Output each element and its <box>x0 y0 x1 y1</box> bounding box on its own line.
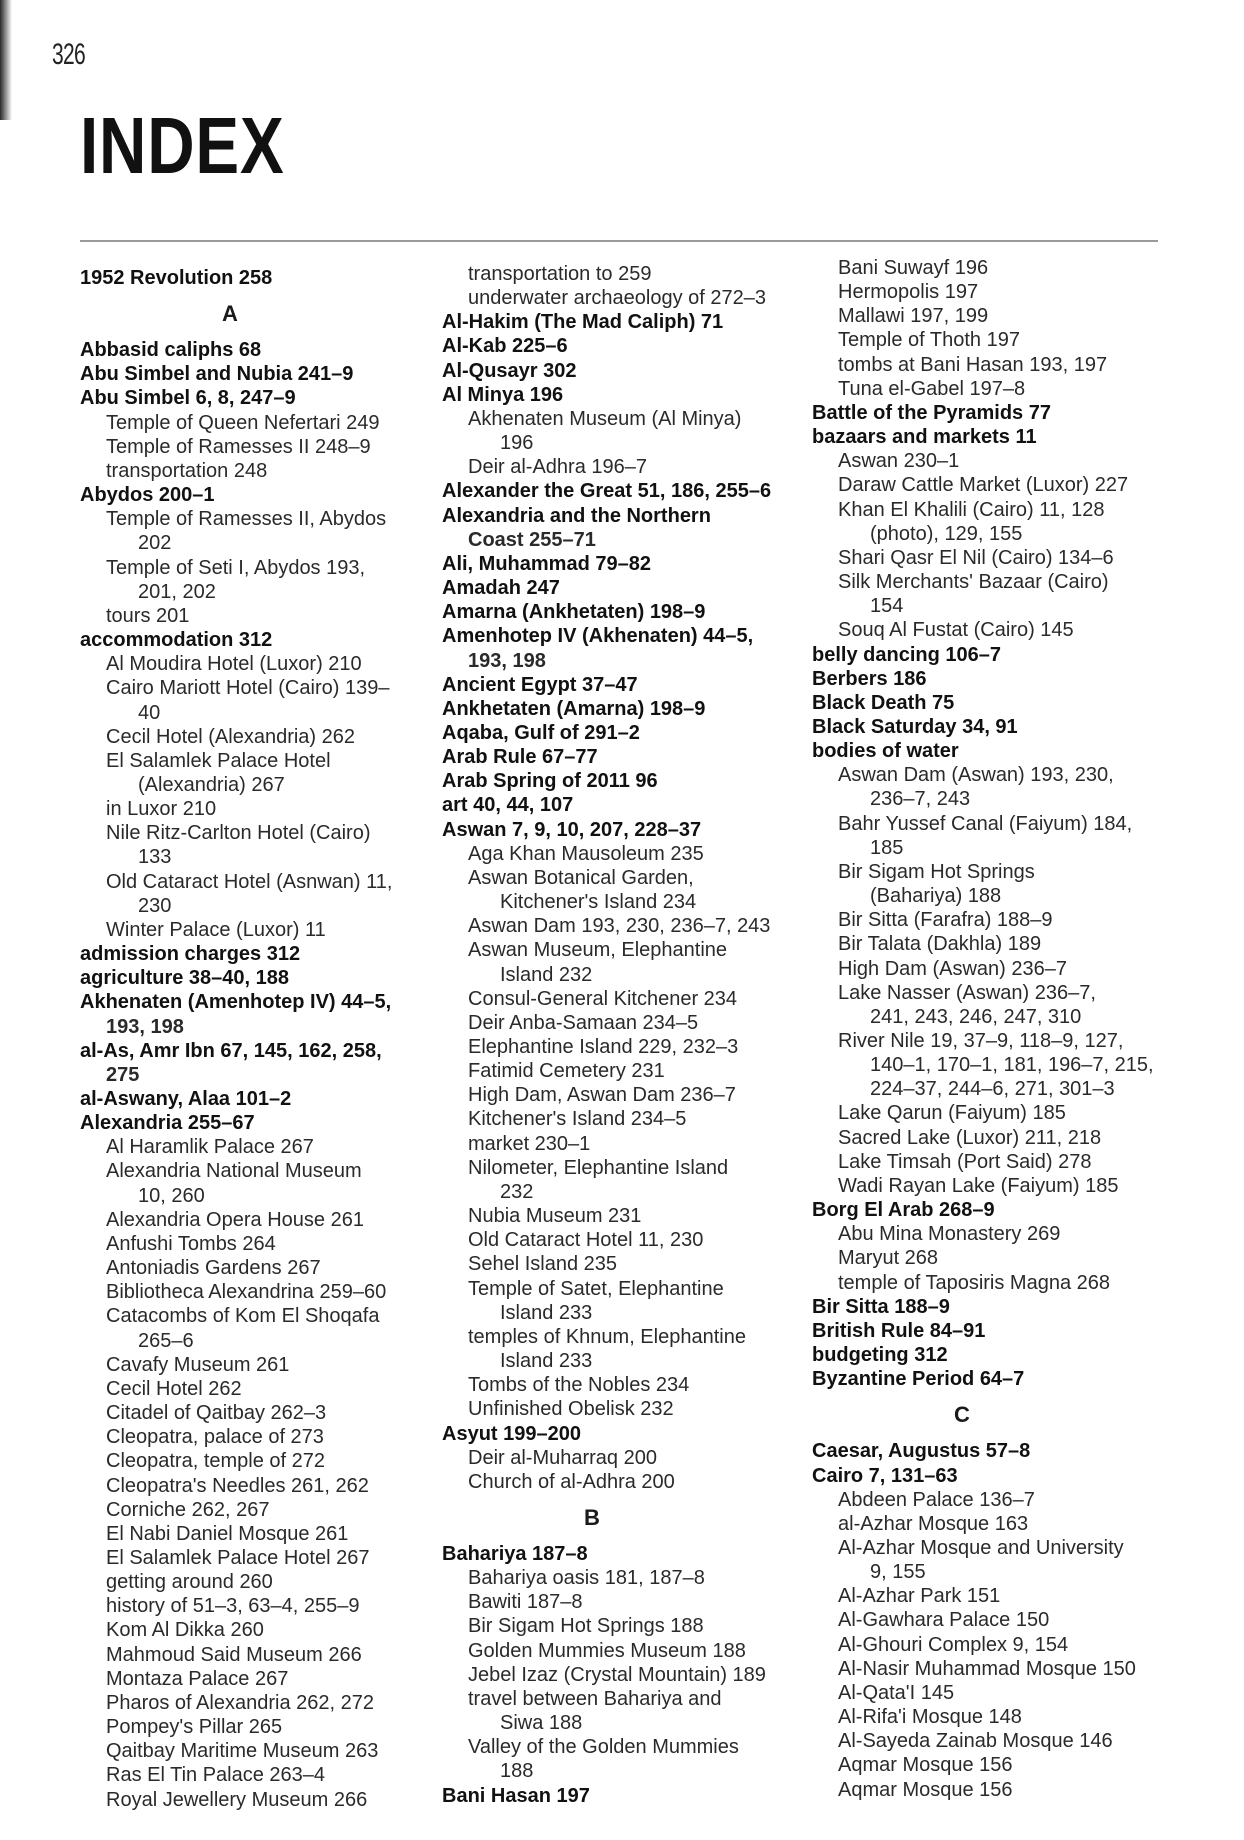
index-subentry-continuation: 154 <box>870 595 904 618</box>
index-subentry: Fatimid Cemetery 231 <box>468 1060 665 1083</box>
index-subentry: Corniche 262, 267 <box>106 1498 270 1521</box>
index-main-entry: al-As, Amr Ibn 67, 145, 162, 258, <box>80 1039 382 1062</box>
index-subentry: Temple of Satet, Elephantine <box>468 1277 724 1300</box>
index-subentry: Al-Qata'I 145 <box>838 1681 955 1704</box>
index-subentry: Cairo Mariott Hotel (Cairo) 139– <box>106 677 390 700</box>
index-subentry: Bahr Yussef Canal (Faiyum) 184, <box>838 812 1133 835</box>
index-subentry: Souq Al Fustat (Cairo) 145 <box>838 619 1074 642</box>
index-subentry: Consul-General Kitchener 234 <box>468 987 738 1010</box>
index-subentry-continuation: 185 <box>870 836 904 859</box>
index-main-entry: Al Minya 196 <box>442 383 564 406</box>
index-subentry: Al-Rifa'i Mosque 148 <box>838 1706 1022 1729</box>
index-subentry: Deir Anba-Samaan 234–5 <box>468 1011 699 1034</box>
index-main-entry: budgeting 312 <box>812 1344 948 1367</box>
index-subentry: El Salamlek Palace Hotel 267 <box>106 1546 370 1569</box>
index-main-entry: Ancient Egypt 37–47 <box>442 673 638 696</box>
page-title: INDEX <box>80 101 285 190</box>
index-main-entry: Akhenaten (Amenhotep IV) 44–5, <box>80 991 392 1014</box>
index-main-entry: Abbasid caliphs 68 <box>80 339 262 362</box>
index-subentry: Temple of Thoth 197 <box>838 329 1020 352</box>
index-subentry: Tombs of the Nobles 234 <box>468 1374 690 1397</box>
index-subentry: tours 201 <box>106 604 190 627</box>
index-subentry: history of 51–3, 63–4, 255–9 <box>106 1595 360 1618</box>
index-subentry: Jebel Izaz (Crystal Mountain) 189 <box>468 1663 766 1686</box>
index-main-entry: Alexander the Great 51, 186, 255–6 <box>442 480 772 503</box>
index-subentry: Catacombs of Kom El Shoqafa <box>106 1305 380 1328</box>
index-subentry-continuation: 10, 260 <box>138 1184 205 1207</box>
index-main-entry-continuation: 193, 198 <box>106 1015 184 1038</box>
index-main-entry: bazaars and markets 11 <box>812 426 1037 449</box>
index-subentry-continuation: 9, 155 <box>870 1561 926 1584</box>
index-main-entry: Borg El Arab 268–9 <box>812 1199 995 1222</box>
index-subentry-continuation: 236–7, 243 <box>870 788 971 811</box>
index-subentry: Lake Nasser (Aswan) 236–7, <box>838 981 1096 1004</box>
index-subentry: Kom Al Dikka 260 <box>106 1619 264 1642</box>
index-subentry-continuation: Kitchener's Island 234 <box>500 891 697 914</box>
index-column-1 <box>80 266 440 1812</box>
index-main-entry: bodies of water <box>812 740 959 763</box>
index-subentry: Aqmar Mosque 156 <box>838 1778 1013 1801</box>
index-subentry: Alexandria National Museum <box>106 1160 362 1183</box>
index-subentry: Hermopolis 197 <box>838 281 979 304</box>
index-subentry: travel between Bahariya and <box>468 1687 722 1710</box>
index-main-entry: Battle of the Pyramids 77 <box>812 401 1051 424</box>
index-subentry: Al-Nasir Muhammad Mosque 150 <box>838 1657 1136 1680</box>
index-subentry: Pharos of Alexandria 262, 272 <box>106 1691 374 1714</box>
index-subentry: Daraw Cattle Market (Luxor) 227 <box>838 474 1129 497</box>
index-subentry: transportation 248 <box>106 459 268 482</box>
index-main-entry: Abydos 200–1 <box>80 484 215 507</box>
index-subentry-continuation: 40 <box>138 701 161 724</box>
index-subentry: Aswan Dam 193, 230, 236–7, 243 <box>468 915 771 938</box>
index-main-entry-continuation: 193, 198 <box>468 649 546 672</box>
index-subentry-continuation: 202 <box>138 532 172 555</box>
index-subentry-continuation: 241, 243, 246, 247, 310 <box>870 1005 1082 1028</box>
index-main-entry: British Rule 84–91 <box>812 1319 986 1342</box>
index-column-2 <box>442 262 802 1808</box>
index-subentry-continuation: (photo), 129, 155 <box>870 522 1023 545</box>
index-main-entry: 1952 Revolution 258 <box>80 267 273 289</box>
index-subentry: Aswan Dam (Aswan) 193, 230, <box>838 764 1114 787</box>
index-subentry: Cleopatra, palace of 273 <box>106 1426 324 1449</box>
index-subentry: Al-Azhar Park 151 <box>838 1585 1001 1608</box>
index-subentry: Bani Suwayf 196 <box>838 257 989 279</box>
index-subentry: Abdeen Palace 136–7 <box>838 1488 1035 1511</box>
index-main-entry: belly dancing 106–7 <box>812 643 1001 666</box>
index-subentry: Church of al-Adhra 200 <box>468 1470 675 1493</box>
index-subentry: High Dam, Aswan Dam 236–7 <box>468 1084 736 1107</box>
index-subentry-continuation: 133 <box>138 846 172 869</box>
index-main-entry: Amenhotep IV (Akhenaten) 44–5, <box>442 625 754 648</box>
index-subentry: Aswan 230–1 <box>838 450 960 473</box>
index-subentry: Alexandria Opera House 261 <box>106 1208 364 1231</box>
index-subentry-continuation: 224–37, 244–6, 271, 301–3 <box>870 1078 1115 1101</box>
index-subentry: Cleopatra's Needles 261, 262 <box>106 1474 369 1497</box>
index-subentry: Golden Mummies Museum 188 <box>468 1639 746 1662</box>
index-subentry: Lake Qarun (Faiyum) 185 <box>838 1102 1066 1125</box>
index-subentry-continuation: Island 232 <box>500 963 593 986</box>
page-number: 326 <box>52 38 85 71</box>
index-main-entry: Aswan 7, 9, 10, 207, 228–37 <box>442 818 702 841</box>
index-subentry: Bir Sitta (Farafra) 188–9 <box>838 909 1053 932</box>
index-subentry-continuation: 140–1, 170–1, 181, 196–7, 215, <box>870 1054 1154 1077</box>
index-main-entry-continuation: 275 <box>106 1063 140 1086</box>
index-subentry: temples of Khnum, Elephantine <box>468 1325 746 1348</box>
index-subentry: Temple of Seti I, Abydos 193, <box>106 556 366 579</box>
index-main-entry: admission charges 312 <box>80 943 301 966</box>
index-subentry: Kitchener's Island 234–5 <box>468 1108 687 1131</box>
index-subentry: High Dam (Aswan) 236–7 <box>838 957 1067 980</box>
index-subentry-continuation: Siwa 188 <box>500 1712 583 1735</box>
index-subentry: Ras El Tin Palace 263–4 <box>106 1764 326 1787</box>
index-main-entry: Cairo 7, 131–63 <box>812 1464 958 1487</box>
index-subentry: underwater archaeology of 272–3 <box>468 287 766 310</box>
index-subentry: Lake Timsah (Port Said) 278 <box>838 1150 1092 1173</box>
index-subentry: Bahariya oasis 181, 187–8 <box>468 1567 705 1590</box>
index-subentry: Valley of the Golden Mummies <box>468 1736 739 1759</box>
index-subentry: Aqmar Mosque 156 <box>838 1754 1013 1777</box>
index-subentry: Maryut 268 <box>838 1247 939 1270</box>
index-subentry: Akhenaten Museum (Al Minya) <box>468 407 742 430</box>
index-main-entry: Ali, Muhammad 79–82 <box>442 552 651 575</box>
index-main-entry: Asyut 199–200 <box>442 1422 581 1445</box>
index-main-entry: Abu Simbel and Nubia 241–9 <box>80 363 354 386</box>
index-main-entry: Byzantine Period 64–7 <box>812 1368 1025 1391</box>
index-main-entry: art 40, 44, 107 <box>442 794 574 817</box>
index-subentry: Anfushi Tombs 264 <box>106 1232 276 1255</box>
index-subentry: Antoniadis Gardens 267 <box>106 1257 321 1280</box>
index-subentry: Bir Sigam Hot Springs 188 <box>468 1615 704 1638</box>
index-subentry: Cecil Hotel 262 <box>106 1377 242 1400</box>
index-main-entry: Al-Hakim (The Mad Caliph) 71 <box>442 311 724 334</box>
title-divider <box>80 240 1158 242</box>
index-section-letter: A <box>222 301 238 327</box>
index-column-3 <box>812 256 1172 1802</box>
index-subentry: Nile Ritz-Carlton Hotel (Cairo) <box>106 822 371 845</box>
index-subentry: transportation to 259 <box>468 263 652 285</box>
index-subentry: Bawiti 187–8 <box>468 1591 583 1614</box>
index-subentry: Abu Mina Monastery 269 <box>838 1223 1061 1246</box>
index-subentry: Bibliotheca Alexandrina 259–60 <box>106 1281 387 1304</box>
index-subentry: Nilometer, Elephantine Island <box>468 1156 729 1179</box>
index-subentry: Sehel Island 235 <box>468 1253 618 1276</box>
index-subentry: Royal Jewellery Museum 266 <box>106 1788 368 1811</box>
index-subentry: El Salamlek Palace Hotel <box>106 749 331 772</box>
index-subentry: Cecil Hotel (Alexandria) 262 <box>106 725 356 748</box>
index-main-entry: Arab Spring of 2011 96 <box>442 770 658 793</box>
index-subentry: Aga Khan Mausoleum 235 <box>468 842 704 865</box>
index-main-entry: Bani Hasan 197 <box>442 1784 590 1807</box>
index-subentry: Bir Talata (Dakhla) 189 <box>838 933 1042 956</box>
index-subentry: El Nabi Daniel Mosque 261 <box>106 1522 349 1545</box>
index-subentry: al-Azhar Mosque 163 <box>838 1512 1029 1535</box>
index-subentry: Aswan Botanical Garden, <box>468 866 694 889</box>
index-main-entry: Bir Sitta 188–9 <box>812 1295 950 1318</box>
index-subentry-continuation: 196 <box>500 432 534 455</box>
index-subentry: Citadel of Qaitbay 262–3 <box>106 1402 327 1425</box>
index-main-entry: Amadah 247 <box>442 577 560 600</box>
index-subentry-continuation: Island 233 <box>500 1301 593 1324</box>
index-subentry: Tuna el-Gabel 197–8 <box>838 377 1026 400</box>
index-subentry: Old Cataract Hotel (Asnwan) 11, <box>106 870 393 893</box>
index-subentry: Temple of Ramesses II 248–9 <box>106 435 371 458</box>
index-main-entry: Arab Rule 67–77 <box>442 746 598 769</box>
index-subentry: Mallawi 197, 199 <box>838 305 989 328</box>
index-main-entry: Caesar, Augustus 57–8 <box>812 1440 1031 1463</box>
index-subentry: Winter Palace (Luxor) 11 <box>106 918 326 941</box>
index-subentry-continuation: 265–6 <box>138 1329 194 1352</box>
index-section-letter: B <box>584 1504 600 1530</box>
index-main-entry: accommodation 312 <box>80 629 273 652</box>
index-subentry: River Nile 19, 37–9, 118–9, 127, <box>838 1030 1124 1052</box>
index-subentry: market 230–1 <box>468 1132 591 1155</box>
index-subentry: Silk Merchants' Bazaar (Cairo) <box>838 571 1109 594</box>
index-main-entry: Black Saturday 34, 91 <box>812 715 1018 738</box>
index-subentry-continuation: 230 <box>138 894 172 917</box>
index-main-entry: Berbers 186 <box>812 667 927 690</box>
index-subentry: Pompey's Pillar 265 <box>106 1716 283 1739</box>
index-subentry: Old Cataract Hotel 11, 230 <box>468 1229 704 1252</box>
index-subentry: Al-Sayeda Zainab Mosque 146 <box>838 1730 1113 1753</box>
index-main-entry: Al-Qusayr 302 <box>442 359 577 382</box>
index-subentry-continuation: 188 <box>500 1760 534 1783</box>
index-main-entry: Ankhetaten (Amarna) 198–9 <box>442 697 706 720</box>
index-subentry: Al-Ghouri Complex 9, 154 <box>838 1633 1069 1656</box>
index-subentry: Temple of Queen Nefertari 249 <box>106 411 380 434</box>
index-main-entry: Alexandria 255–67 <box>80 1112 255 1135</box>
index-main-entry: al-Aswany, Alaa 101–2 <box>80 1088 292 1110</box>
index-subentry: Deir al-Muharraq 200 <box>468 1446 657 1469</box>
index-subentry-continuation: 201, 202 <box>138 580 216 603</box>
index-main-entry: Black Death 75 <box>812 691 955 714</box>
index-subentry: Al-Gawhara Palace 150 <box>838 1609 1050 1632</box>
index-main-entry: Bahariya 187–8 <box>442 1542 588 1565</box>
index-subentry: tombs at Bani Hasan 193, 197 <box>838 353 1108 376</box>
index-subentry: Cleopatra, temple of 272 <box>106 1450 326 1473</box>
index-subentry: getting around 260 <box>106 1571 273 1594</box>
index-subentry: Unfinished Obelisk 232 <box>468 1398 674 1421</box>
index-subentry: Bir Sigam Hot Springs <box>838 860 1035 883</box>
index-subentry: in Luxor 210 <box>106 798 217 821</box>
index-subentry: Deir al-Adhra 196–7 <box>468 456 647 479</box>
index-subentry: Al Haramlik Palace 267 <box>106 1136 314 1159</box>
index-subentry: Al Moudira Hotel (Luxor) 210 <box>106 653 362 676</box>
index-main-entry: Al-Kab 225–6 <box>442 335 568 358</box>
index-subentry-continuation: (Alexandria) 267 <box>138 773 285 796</box>
index-subentry: Qaitbay Maritime Museum 263 <box>106 1740 379 1763</box>
index-main-entry: Amarna (Ankhetaten) 198–9 <box>442 601 706 624</box>
index-main-entry: agriculture 38–40, 188 <box>80 967 290 990</box>
index-subentry-continuation: 232 <box>500 1180 534 1203</box>
book-spine-shadow <box>0 0 12 120</box>
index-subentry: Nubia Museum 231 <box>468 1205 642 1228</box>
index-subentry: Cavafy Museum 261 <box>106 1353 290 1376</box>
index-subentry: Sacred Lake (Luxor) 211, 218 <box>838 1126 1102 1149</box>
index-subentry: Aswan Museum, Elephantine <box>468 939 728 962</box>
index-subentry-continuation: (Bahariya) 188 <box>870 885 1002 908</box>
index-subentry: Shari Qasr El Nil (Cairo) 134–6 <box>838 546 1114 569</box>
index-subentry: Temple of Ramesses II, Abydos <box>106 508 387 531</box>
index-subentry: Montaza Palace 267 <box>106 1667 289 1690</box>
index-subentry: Wadi Rayan Lake (Faiyum) 185 <box>838 1174 1119 1197</box>
index-subentry: Mahmoud Said Museum 266 <box>106 1643 362 1666</box>
index-section-letter: C <box>954 1402 970 1428</box>
index-subentry: temple of Taposiris Magna 268 <box>838 1271 1111 1294</box>
index-main-entry: Abu Simbel 6, 8, 247–9 <box>80 387 296 410</box>
index-subentry: Al-Azhar Mosque and University <box>838 1536 1124 1559</box>
index-main-entry: Aqaba, Gulf of 291–2 <box>442 721 640 744</box>
index-subentry-continuation: Island 233 <box>500 1350 593 1373</box>
index-main-entry: Alexandria and the Northern <box>442 504 711 527</box>
index-main-entry-continuation: Coast 255–71 <box>468 528 596 551</box>
index-subentry: Elephantine Island 229, 232–3 <box>468 1036 739 1058</box>
index-subentry: Khan El Khalili (Cairo) 11, 128 <box>838 498 1105 521</box>
